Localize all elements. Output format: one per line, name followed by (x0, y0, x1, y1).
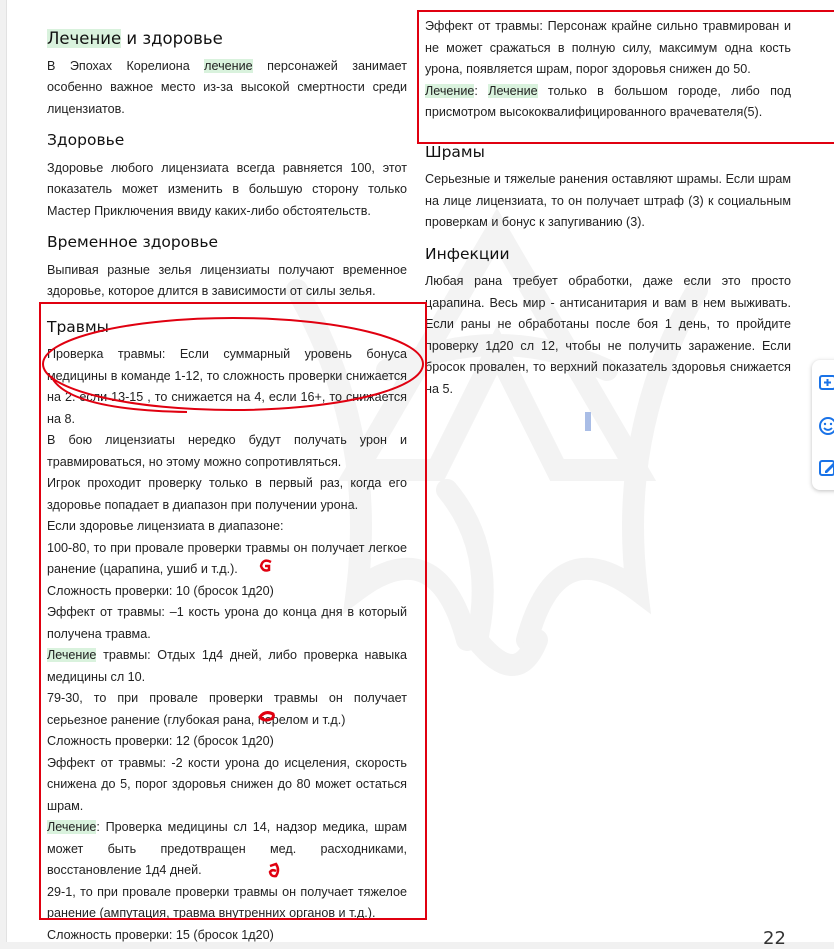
range-serious-heal: Лечение: Проверка медицины сл 14, надзор медика, шрам может быть предотвращен мед. расходниками, восстановление 1д4 дней. (47, 820, 407, 877)
range-serious-effect: Эффект от травмы: -2 кости урона до исцеления, скорость снижена до 5, порог здоровья снижен до 80 может остаться шрам. (47, 755, 407, 813)
temp-health-paragraph: Выпивая разные зелья лицензиаты получают временное здоровье, которое длится в зависимости от силы зелья. (47, 262, 407, 298)
infections-paragraph: Любая рана требует обработки, даже если это просто царапина. Весь мир - антисанитария и вам в нем выживать. Если раны не обработаны после боя 1 день, то пройдите проверку 1д20 сл 12, чтобы не получить заражение. Если бросок провален, то верхний показатель здоровья снижается на 5. (425, 274, 791, 396)
trauma-p1: В бою лицензиаты нередко будут получать урон и травмироваться, но этому можно сопротивляться. (47, 433, 407, 469)
temp-health-heading: Временное здоровье (47, 233, 219, 251)
health-heading: Здоровье (47, 131, 125, 149)
text-cursor (585, 412, 591, 431)
title-highlight: Лечение (47, 29, 122, 48)
range-light-difficulty: Сложность проверки: 10 (бросок 1д20) (47, 583, 274, 598)
add-comment-icon[interactable] (818, 374, 834, 394)
trauma-p2: Игрок проходит проверку только в первый раз, когда его здоровье попадает в диапазон при получении урона. (47, 476, 407, 512)
side-toolbar (812, 360, 834, 490)
infections-heading: Инфекции (425, 244, 510, 263)
range-serious-difficulty: Сложность проверки: 12 (бросок 1д20) (47, 734, 274, 748)
suggest-edit-icon[interactable] (818, 458, 834, 478)
highlight-word: лечение (204, 58, 253, 73)
range-heavy: 29-1, то при провале проверки травмы он получает тяжелое ранение (ампутация, травма внутренних органов и т.д.). (47, 884, 407, 920)
title-rest: и здоровье (121, 29, 223, 48)
range-light: 100-80, то при провале проверки травмы он получает легкое ранение (царапина, ушиб и т.д.). (47, 540, 407, 576)
document-page (6, 0, 834, 949)
left-column (47, 10, 407, 946)
scars-heading: Шрамы (425, 142, 485, 161)
range-heavy-heal: Лечение: Лечение только в большом городе, либо под присмотром высококвалифицированного врачевателя(5). (425, 83, 791, 119)
page-number: 22 (763, 928, 786, 949)
scars-paragraph: Серьезные и тяжелые ранения оставляют шрамы. Если шрам на лице лицензиата, то он получает штраф (3) к социальным проверкам и бонус к запугиванию (3). (425, 172, 791, 229)
page-title (47, 28, 407, 50)
trauma-heading: Травмы (47, 317, 109, 336)
trauma-p3: Если здоровье лицензиата в диапазоне: (47, 519, 284, 533)
trauma-check-paragraph: Проверка травмы: Если суммарный уровень бонуса медицины в команде 1-12, то сложность проверки снижается на 2. если 13-15 , то снижается на 4, если 16+, то снижается на 8. (47, 347, 407, 426)
right-column (425, 16, 791, 400)
range-heavy-difficulty: Сложность проверки: 15 (бросок 1д20) (47, 927, 274, 942)
range-light-effect: Эффект от травмы: –1 кость урона до конца дня в который получена травма. (47, 605, 407, 641)
range-serious: 79-30, то при провале проверки травмы он получает серьезное ранение (глубокая рана, перелом и т.д.) (47, 691, 407, 727)
health-paragraph: Здоровье любого лицензиата всегда равняется 100, этот показатель может изменить в большую сторону только Мастер Приключения ввиду каких-либо обстоятельств. (47, 160, 407, 218)
emoji-reaction-icon[interactable] (818, 416, 834, 436)
range-light-heal: Лечение травмы: Отдых 1д4 дней, либо проверка навыка медицины сл 10. (47, 648, 407, 684)
intro-paragraph: В Эпохах Корелиона лечение персонажей занимает особенно важное место из-за высокой смертности среди лицензиатов. (47, 58, 407, 116)
range-heavy-effect: Эффект от травмы: Персонаж крайне сильно травмирован и не может сражаться в полную силу, максимум одна кость урона, появляется шрам, порог здоровья снижен до 50. (425, 19, 791, 76)
